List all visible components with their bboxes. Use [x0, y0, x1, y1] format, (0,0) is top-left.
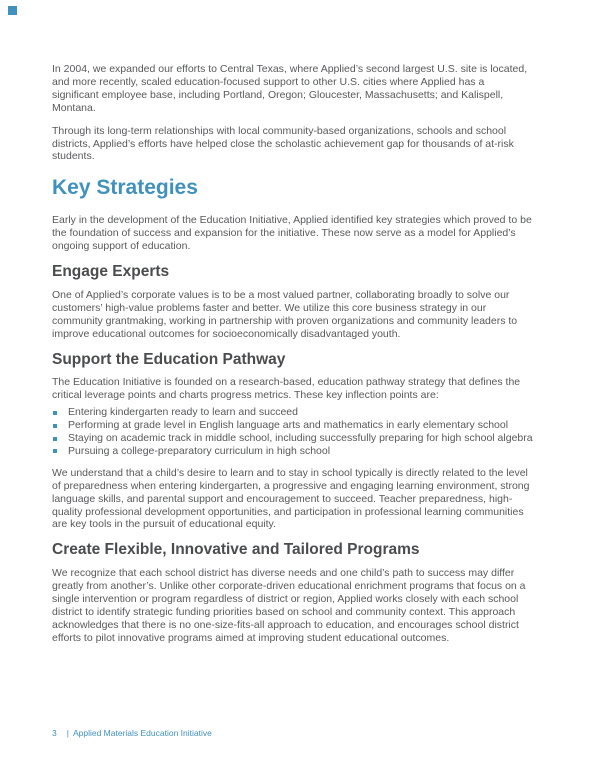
footer-separator: |	[66, 728, 69, 738]
page-number: 3	[52, 728, 57, 738]
section-lead-support-education-pathway: The Education Initiative is founded on a research-based, education pathway strategy that defines the critical leverage points and charts progress metrics. These key inflection points are:	[52, 376, 521, 402]
intro-paragraph-1: In 2004, we expanded our efforts to Central Texas, where Applied’s second largest U.S. site is located, and more recently, scaled education-focused support to other U.S. cities where Applied has a significant employee base, including Portland, Oregon; Gloucester, Massachusetts; and Kalispell, Montana.	[52, 63, 528, 114]
intro-paragraph-2: Through its long-term relationships with local community-based organizations, schools and school districts, Applied’s efforts have helped close the scholastic achievement gap for thousands of at-risk students.	[52, 124, 514, 163]
section-heading-support-education-pathway: Support the Education Pathway	[52, 350, 286, 368]
main-intro-paragraph: Early in the development of the Education Initiative, Applied identified key strategies which proved to be the foundation of success and expansion for the initiative. These now serve as a model for Applied’s ongoing support of education.	[52, 214, 532, 253]
list-item	[52, 432, 533, 445]
list-item-text: Performing at grade level in English language arts and mathematics in early elementary school	[68, 419, 509, 432]
section-body-create-flexible-programs: We recognize that each school district has diverse needs and one child’s path to success may differ greatly from another’s. Unlike other corporate-driven educational enrichment programs that focus on a single intervention or program regardless of district or region, Applied works closely with each school district to identify strategic funding priorities based on school and community context. This approach acknowledges that there is no one-size-fits-all approach to education, and encourages school district efforts to pilot innovative programs aimed at improving student educational outcomes.	[52, 567, 526, 644]
list-item-text: Staying on academic track in middle school, including successfully preparing for high school algebra	[68, 432, 533, 445]
list-item-text: Entering kindergarten ready to learn and succeed	[68, 406, 298, 419]
page-content	[52, 63, 533, 655]
list-item	[52, 419, 533, 432]
list-item	[52, 445, 533, 458]
square-bullet-icon	[53, 437, 57, 441]
footer-document-title: Applied Materials Education Initiative	[72, 728, 212, 738]
section-heading-engage-experts: Engage Experts	[52, 263, 170, 281]
square-bullet-icon	[53, 449, 57, 453]
page-footer	[52, 728, 212, 739]
corner-logo-square-icon	[8, 6, 17, 15]
inflection-points-list	[52, 406, 533, 458]
list-item-text: Pursuing a college-preparatory curriculum in high school	[68, 444, 331, 457]
square-bullet-icon	[53, 411, 57, 415]
section-heading-create-flexible-programs: Create Flexible, Innovative and Tailored Programs	[52, 541, 420, 559]
main-heading: Key Strategies	[52, 176, 198, 200]
list-item	[52, 406, 533, 419]
square-bullet-icon	[53, 424, 57, 428]
section-body-support-education-pathway: We understand that a child’s desire to learn and to stay in school typically is directly related to the level of preparedness when entering kindergarten, a progressive and engaging learning environment, strong language skills, and parental support and encouragement to succeed. Teacher preparedness, high-quality professional development opportunities, and participation in professional learning communities are key tools in the pursuit of educational equity.	[52, 466, 530, 531]
section-body-engage-experts: One of Applied’s corporate values is to be a most valued partner, collaborating broadly to solve our customers’ high-value problems faster and better. We utilize this core business strategy in our community grantmaking, working in partnership with proven organizations and community leaders to improve educational outcomes for socioeconomically disadvantaged youth.	[52, 288, 518, 340]
